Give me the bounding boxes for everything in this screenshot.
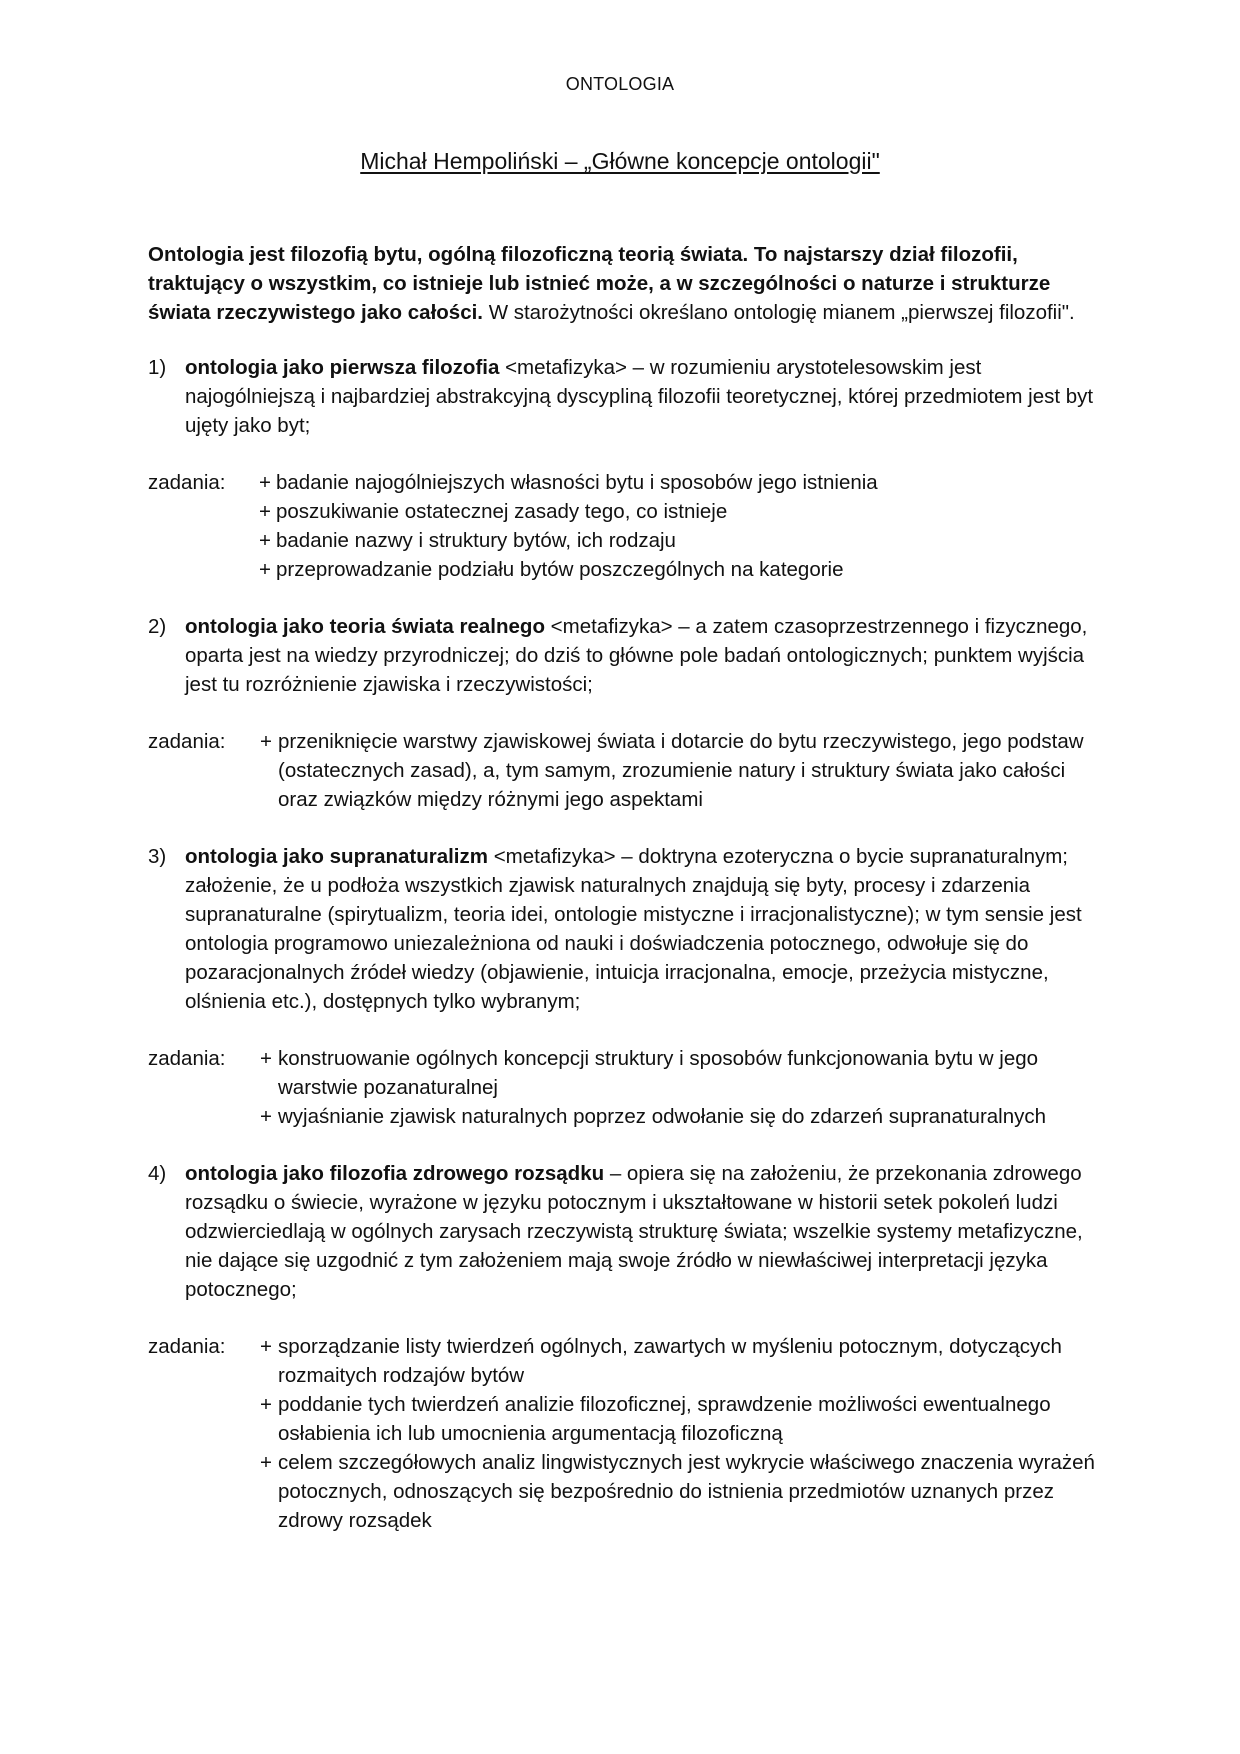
task-item: + celem szczegółowych analiz lingwistycznych jest wykrycie właściwego znaczenia wyrażeń potocznych, odnoszących się bezpośrednio do istnienia przedmiotów uznanych przez zdrowy rozsądek xyxy=(260,1448,1098,1535)
tasks-label: zadania: xyxy=(148,730,226,753)
document-body xyxy=(148,240,1098,1563)
tasks-label: zadania: xyxy=(148,1047,226,1070)
section-number: 1) xyxy=(148,356,167,379)
task-item: + konstruowanie ogólnych koncepcji struktury i sposobów funkcjonowania bytu w jego warstwie pozanaturalnej xyxy=(260,1044,1098,1102)
tasks-list xyxy=(148,468,1098,584)
section-text: – opiera się na założeniu, że przekonania zdrowego rozsądku o świecie, wyrażone w języku potocznym i ukształtowane w historii setek pokoleń ludzi odzwierciedlają w ogólnych zarysach rzeczywistą strukturę świata; wszelkie systemy metafizyczne, nie dające się uzgodnić z tym założeniem mają swoje źródło w niewłaściwej interpretacji języka potocznego; xyxy=(185,1162,1083,1301)
intro-bold-text: Ontologia jest filozofią bytu, ogólną filozoficzną teorią świata. To najstarszy dział filozofii, traktujący o wszystkim, co istnieje lub istnieć może, a w szczególności o naturze i strukturze świata rzeczywistego jako całości. xyxy=(148,243,1051,324)
section-4 xyxy=(148,1159,1098,1304)
section-number: 4) xyxy=(148,1162,167,1185)
section-number: 3) xyxy=(148,845,167,868)
task-item: + badanie najogólniejszych własności bytu i sposobów jego istnienia xyxy=(259,468,1098,497)
tasks-list xyxy=(148,1332,1098,1535)
task-item: + poszukiwanie ostatecznej zasady tego, co istnieje xyxy=(259,497,1098,526)
plus-icon: + xyxy=(259,529,271,552)
section-1-tasks xyxy=(148,468,1098,584)
section-text: <metafizyka> – a zatem czasoprzestrzennego i fizycznego, oparta jest na wiedzy przyrodniczej; do dziś to główne pole badań ontologicznych; punktem wyjścia jest tu rozróżnienie zjawiska i rzeczywistości; xyxy=(185,615,1088,696)
tasks-list xyxy=(148,1044,1098,1131)
plus-icon: + xyxy=(260,1105,272,1128)
section-2-tasks xyxy=(148,727,1098,814)
tasks-label: zadania: xyxy=(148,1335,226,1358)
tasks-label: zadania: xyxy=(148,471,226,494)
plus-icon: + xyxy=(259,500,271,523)
section-4-tasks xyxy=(148,1332,1098,1535)
task-item: + sporządzanie listy twierdzeń ogólnych, zawartych w myśleniu potocznym, dotyczących rozmaitych rodzajów bytów xyxy=(260,1332,1098,1390)
task-item: + przeniknięcie warstwy zjawiskowej świata i dotarcie do bytu rzeczywistego, jego podstaw (ostatecznych zasad), a, tym samym, zrozumienie natury i struktury świata jako całości oraz związków między różnymi jego aspektami xyxy=(260,727,1098,814)
section-2 xyxy=(148,612,1098,699)
section-text: <metafizyka> – doktryna ezoteryczna o bycie supranaturalnym; założenie, że u podłoża wszystkich zjawisk naturalnych znajdują się byty, procesy i zdarzenia supranaturalne (spirytualizm, teoria idei, ontologie mistyczne i irracjonalistyczne); w tym sensie jest ontologia programowo uniezależniona od nauki i doświadczenia potocznego, odwołuje się do pozaracjonalnych źródeł wiedzy (objawienie, intuicja irracjonalna, emocje, przeżycia mistyczne, olśnienia etc.), dostępnych tylko wybranym; xyxy=(185,845,1082,1013)
task-item: + wyjaśnianie zjawisk naturalnych poprzez odwołanie się do zdarzeń supranaturalnych xyxy=(260,1102,1098,1131)
plus-icon: + xyxy=(259,471,271,494)
section-3-tasks xyxy=(148,1044,1098,1131)
task-item: + przeprowadzanie podziału bytów poszczególnych na kategorie xyxy=(259,555,1098,584)
section-term: ontologia jako supranaturalizm xyxy=(185,845,488,868)
task-item: + poddanie tych twierdzeń analizie filozoficznej, sprawdzenie możliwości ewentualnego osłabienia ich lub umocnienia argumentacją filozoficzną xyxy=(260,1390,1098,1448)
page-header: ONTOLOGIA xyxy=(565,74,675,94)
plus-icon: + xyxy=(260,1335,272,1358)
intro-normal-text: W starożytności określano ontologię mianem „pierwszej filozofii". xyxy=(483,301,1075,324)
plus-icon: + xyxy=(260,1393,272,1416)
section-term: ontologia jako teoria świata realnego xyxy=(185,615,545,638)
plus-icon: + xyxy=(260,730,272,753)
plus-icon: + xyxy=(260,1451,272,1474)
tasks-list xyxy=(148,727,1098,814)
plus-icon: + xyxy=(259,558,271,581)
section-term: ontologia jako filozofia zdrowego rozsądku xyxy=(185,1162,605,1185)
section-number: 2) xyxy=(148,615,167,638)
document-title: Michał Hempoliński – „Główne koncepcje ontologii" xyxy=(360,148,880,174)
section-3 xyxy=(148,842,1098,1016)
task-item: + badanie nazwy i struktury bytów, ich rodzaju xyxy=(259,526,1098,555)
section-term: ontologia jako pierwsza filozofia xyxy=(185,356,500,379)
section-1 xyxy=(148,353,1098,440)
section-text: <metafizyka> – w rozumieniu arystotelesowskim jest najogólniejszą i najbardziej abstrakcyjną dyscypliną filozofii teoretycznej, której przedmiotem jest byt ujęty jako byt; xyxy=(185,356,1094,437)
intro-paragraph xyxy=(148,240,1098,327)
plus-icon: + xyxy=(260,1047,272,1070)
